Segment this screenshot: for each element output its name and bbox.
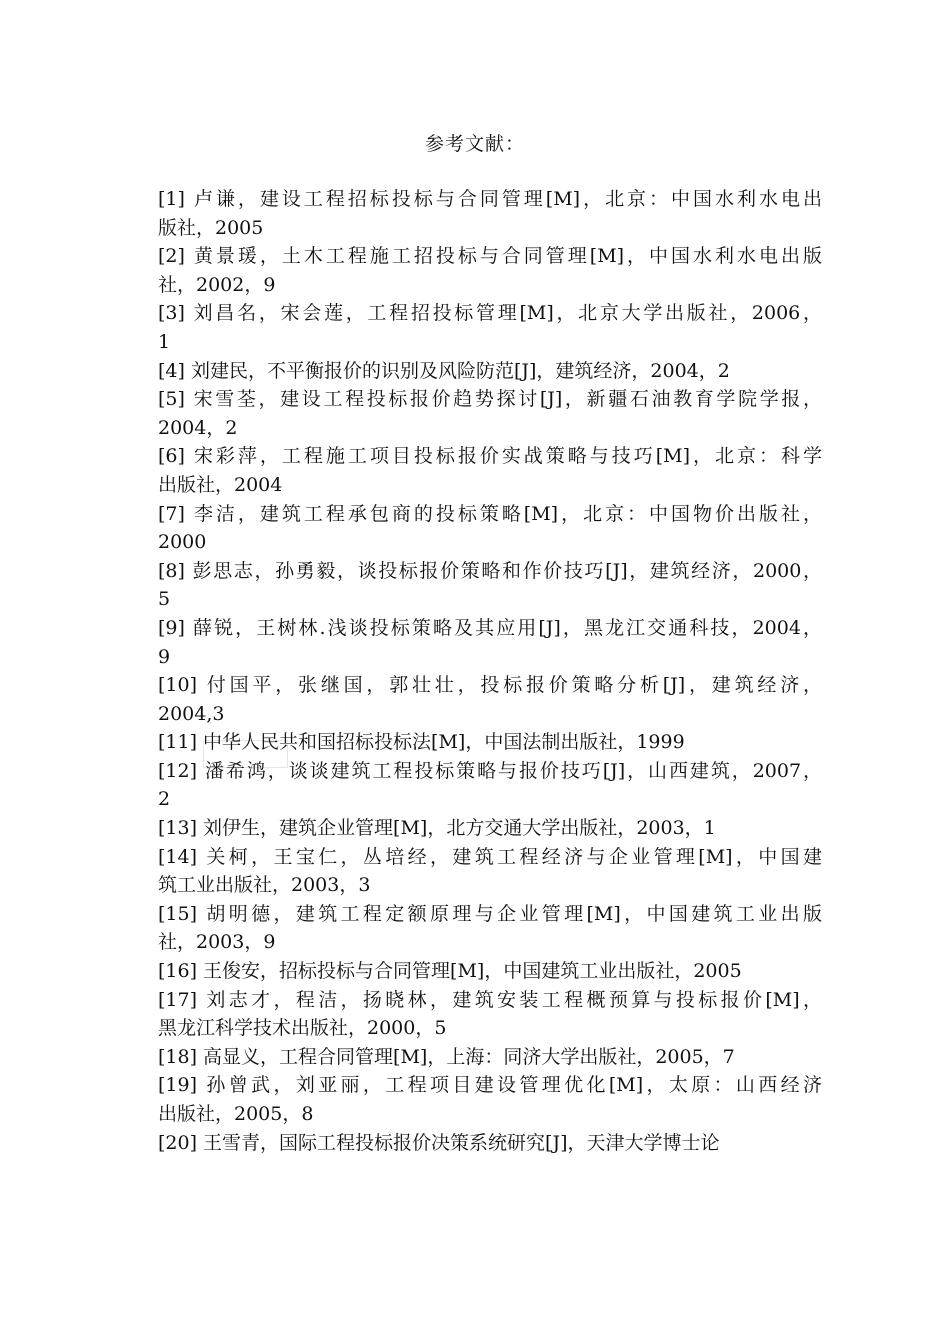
- reference-item: [158, 814, 822, 843]
- reference-line: 2: [158, 788, 171, 811]
- reference-line: [10] 付国平，张继国，郭壮壮，投标报价策略分析[J]，建筑经济，: [158, 674, 822, 697]
- reference-item: [158, 1071, 822, 1128]
- reference-line: 出版社，2005，8: [158, 1103, 314, 1125]
- reference-line: [5] 宋雪荃，建设工程投标报价趋势探讨[J]，新疆石油教育学院学报，: [158, 388, 822, 411]
- reference-item: [158, 500, 822, 557]
- reference-line: 9: [158, 645, 171, 668]
- reference-line: 社，2003，9: [158, 931, 276, 954]
- reference-line: 黑龙江科学技术出版社，2000，5: [158, 1017, 447, 1040]
- reference-line: 筑工业出版社，2003，3: [158, 874, 371, 897]
- reference-item: [158, 385, 822, 442]
- reference-line: [14] 关柯，王宝仁，丛培经，建筑工程经济与企业管理[M]，中国建: [158, 845, 822, 868]
- reference-line: [13] 刘伊生，建筑企业管理[M]，北方交通大学出版社，2003，1: [158, 817, 716, 840]
- reference-item: [158, 614, 822, 671]
- reference-line: [2] 黄景瑗，土木工程施工招投标与合同管理[M]，中国水利水电出版: [158, 245, 822, 268]
- reference-item: [158, 671, 822, 728]
- reference-item: [158, 557, 822, 614]
- reference-item: [158, 1129, 822, 1158]
- reference-item: [158, 242, 822, 299]
- reference-line: 版社，2005: [158, 216, 264, 239]
- reference-line: 2004,3: [158, 702, 225, 725]
- reference-list: [158, 185, 822, 1157]
- reference-line: [18] 高显义，工程合同管理[M]，上海：同济大学出版社，2005，7: [158, 1045, 735, 1068]
- reference-item: [158, 957, 822, 986]
- reference-line: [1] 卢谦，建设工程招标投标与合同管理[M]，北京：中国水利水电出: [158, 188, 822, 210]
- reference-line: [3] 刘昌名，宋会莲，工程招投标管理[M]，北京大学出版社，2006，: [158, 302, 822, 325]
- reference-line: [6] 宋彩萍，工程施工项目投标报价实战策略与技巧[M]，北京：科学: [158, 445, 822, 468]
- reference-line: [19] 孙曾武，刘亚丽，工程项目建设管理优化[M]，太原：山西经济: [158, 1074, 822, 1097]
- reference-line: [9] 薛锐，王树林.浅谈投标策略及其应用[J]，黑龙江交通科技，2004，: [158, 616, 822, 639]
- reference-item: [158, 357, 822, 386]
- reference-line: [20] 王雪青，国际工程投标报价决策系统研究[J]，天津大学博士论: [158, 1131, 720, 1154]
- reference-item: [158, 728, 822, 757]
- reference-line: [8] 彭思志，孙勇毅，谈投标报价策略和作价技巧[J]，建筑经济，2000，: [158, 559, 822, 582]
- page-title: 参考文献：: [424, 133, 525, 155]
- reference-line: 1: [158, 330, 171, 353]
- reference-line: [11] 中华人民共和国招标投标法[M]，中国法制出版社，1999: [158, 731, 685, 754]
- reference-line: 出版社，2004: [158, 473, 283, 496]
- reference-line: [4] 刘建民，不平衡报价的识别及风险防范[J]，建筑经济，2004，2: [158, 359, 730, 382]
- reference-item: [158, 442, 822, 499]
- reference-item: [158, 1043, 822, 1072]
- reference-item: [158, 299, 822, 356]
- reference-item: [158, 843, 822, 900]
- reference-item: [158, 986, 822, 1043]
- reference-item: [158, 185, 822, 242]
- reference-item: [158, 757, 822, 814]
- reference-line: [16] 王俊安，招标投标与合同管理[M]，中国建筑工业出版社，2005: [158, 960, 742, 983]
- reference-line: [7] 李洁，建筑工程承包商的投标策略[M]，北京：中国物价出版社，: [158, 502, 822, 525]
- reference-line: [15] 胡明德，建筑工程定额原理与企业管理[M]，中国建筑工业出版: [158, 902, 822, 925]
- reference-line: [17] 刘志才，程洁，扬晓林，建筑安装工程概预算与投标报价[M]，: [158, 988, 822, 1011]
- reference-line: 2000: [158, 531, 207, 554]
- reference-line: 2004，2: [158, 416, 238, 439]
- reference-line: 5: [158, 588, 171, 611]
- reference-line: [12] 潘希鸿，谈谈建筑工程投标策略与报价技巧[J]，山西建筑，2007，: [158, 759, 822, 782]
- reference-line: 社，2002，9: [158, 273, 276, 296]
- reference-item: [158, 900, 822, 957]
